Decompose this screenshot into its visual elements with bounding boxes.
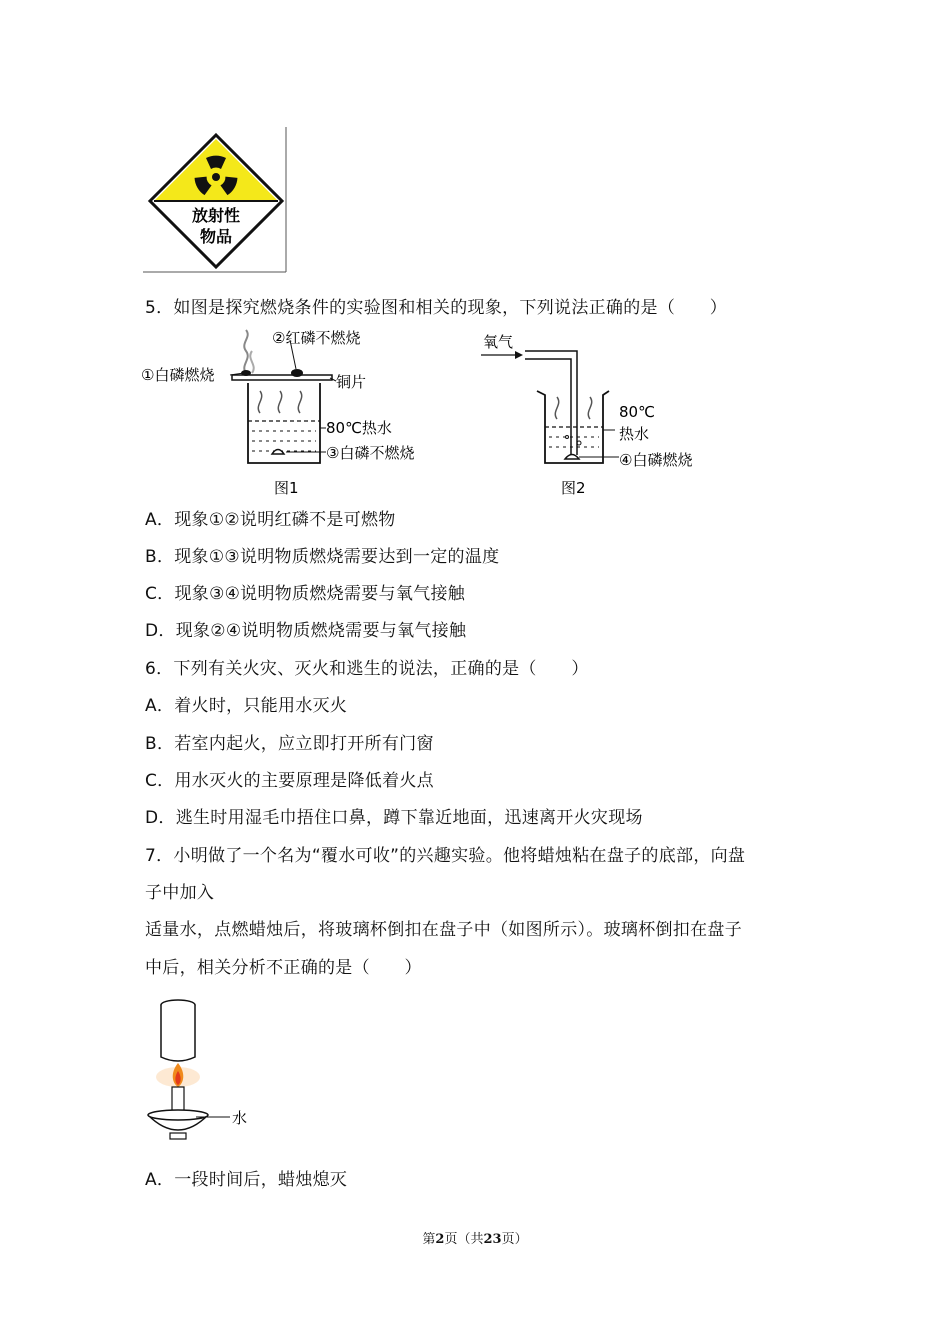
q7-stem-line4: 中后，相关分析不正确的是（ ） bbox=[145, 958, 422, 978]
q7-candle-figure bbox=[140, 995, 260, 1150]
footer-page-number: 2 bbox=[435, 1232, 445, 1247]
radioactive-sign-figure bbox=[140, 125, 292, 275]
q5-option-c: C．现象③④说明物质燃烧需要与氧气接触 bbox=[145, 584, 466, 604]
fig1-caption: 图1 bbox=[274, 479, 299, 497]
fig1-label-white-noburn: ③白磷不燃烧 bbox=[326, 444, 415, 462]
q5-figure-1 bbox=[140, 325, 440, 505]
q6-option-b: B．若室内起火，应立即打开所有门窗 bbox=[145, 734, 434, 754]
q7-stem-line1: 7．小明做了一个名为“覆水可收”的兴趣实验。他将蜡烛粘在盘子的底部，向盘 bbox=[145, 846, 746, 866]
fig2-label-oxygen: 氧气 bbox=[483, 333, 514, 351]
fig1-label-hot-water: 80℃热水 bbox=[326, 419, 392, 437]
fig1-label-red-noburn: ②红磷不燃烧 bbox=[272, 329, 361, 347]
q5-figure-2 bbox=[475, 325, 725, 505]
fig2-label-hot-water: 热水 bbox=[619, 425, 650, 443]
q5-stem: 5．如图是探究燃烧条件的实验图和相关的现象，下列说法正确的是（ ） bbox=[145, 298, 728, 318]
fig2-label-temp: 80℃ bbox=[619, 403, 655, 421]
fig1-label-white-burn: ①白磷燃烧 bbox=[141, 366, 215, 384]
q5-option-a: A．现象①②说明红磷不是可燃物 bbox=[145, 510, 396, 530]
q6-option-d: D．逃生时用湿毛巾捂住口鼻，蹲下靠近地面，迅速离开火灾现场 bbox=[145, 808, 643, 828]
sign-text-line1: 放射性 bbox=[191, 206, 241, 225]
footer-suffix: 页） bbox=[501, 1232, 528, 1247]
q6-option-a: A．着火时，只能用水灭火 bbox=[145, 696, 348, 716]
q7-figure-label-water: 水 bbox=[232, 1109, 248, 1127]
q6-stem: 6．下列有关火灾、灭火和逃生的说法，正确的是（ ） bbox=[145, 659, 589, 679]
q5-option-d: D．现象②④说明物质燃烧需要与氧气接触 bbox=[145, 621, 467, 641]
q5-option-b: B．现象①③说明物质燃烧需要达到一定的温度 bbox=[145, 547, 500, 567]
fig2-label-white-burn: ④白磷燃烧 bbox=[619, 451, 693, 469]
sign-text-line2: 物品 bbox=[199, 227, 233, 246]
fig1-label-copper: 铜片 bbox=[336, 373, 367, 391]
q7-stem-line2: 子中加入 bbox=[145, 883, 215, 903]
fig2-caption: 图2 bbox=[561, 479, 586, 497]
q7-option-a: A．一段时间后，蜡烛熄灭 bbox=[145, 1170, 348, 1190]
page-footer bbox=[0, 1228, 950, 1247]
footer-middle: 页（共 bbox=[444, 1232, 484, 1247]
sign-yellow-area bbox=[154, 139, 278, 201]
q6-option-c: C．用水灭火的主要原理是降低着火点 bbox=[145, 771, 434, 791]
footer-prefix: 第 bbox=[422, 1232, 436, 1247]
footer-total-pages: 23 bbox=[483, 1232, 502, 1247]
q7-stem-line3: 适量水，点燃蜡烛后，将玻璃杯倒扣在盘子中（如图所示）。玻璃杯倒扣在盘子 bbox=[145, 920, 742, 940]
